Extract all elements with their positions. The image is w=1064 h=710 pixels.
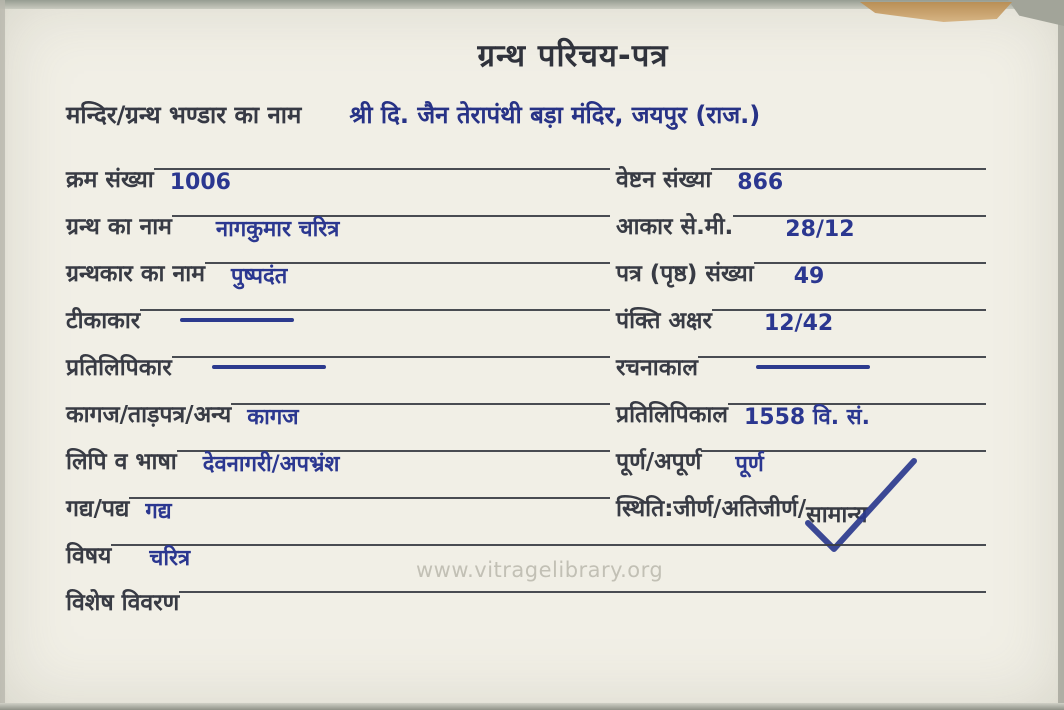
field-sthiti xyxy=(616,483,988,530)
fill-line xyxy=(754,248,988,295)
field-veshtan-sankhya xyxy=(616,154,988,201)
fill-line xyxy=(728,389,988,436)
field-gadya-padya xyxy=(66,483,616,530)
field-tikakar xyxy=(66,295,616,342)
field-label: विशेष विवरण xyxy=(66,590,180,617)
fill-line xyxy=(231,389,612,436)
field-value: गद्य xyxy=(145,499,172,524)
bhandar-name-label: मन्दिर/ग्रन्थ भण्डार का नाम xyxy=(66,101,302,129)
field-patra-sankhya xyxy=(616,248,988,295)
field-aakaar xyxy=(616,201,988,248)
form-row xyxy=(66,389,988,436)
field-label: लिपि व भाषा xyxy=(66,449,177,476)
page-title: ग्रन्थ परिचय-पत्र xyxy=(477,38,669,74)
field-label: सामान्य xyxy=(806,502,868,529)
fill-line xyxy=(172,201,612,248)
field-value: नागकुमार चरित्र xyxy=(215,217,340,242)
field-lipi-bhasha xyxy=(66,436,616,483)
field-value: 12/42 xyxy=(763,311,834,336)
field-value: पूर्ण xyxy=(735,452,764,477)
blank-ink-dash xyxy=(212,365,326,369)
fill-line xyxy=(712,295,988,342)
paper-tear xyxy=(860,2,1012,22)
card-content xyxy=(66,34,988,624)
fill-line xyxy=(733,201,988,248)
field-value: 28/12 xyxy=(785,217,855,242)
field-value: 49 xyxy=(793,264,825,289)
form-row xyxy=(66,295,988,342)
site-watermark: www.vitragelibrary.org xyxy=(416,558,664,582)
checked-option xyxy=(806,501,867,530)
field-label: क्रम संख्या xyxy=(66,167,154,194)
field-value: 1006 xyxy=(169,170,231,195)
field-granth-naam xyxy=(66,201,616,248)
field-label: पंक्ति अक्षर xyxy=(616,308,712,335)
field-kagaj-tadpatra xyxy=(66,389,616,436)
field-label: पूर्ण/अपूर्ण xyxy=(616,449,702,476)
field-label: वेष्टन संख्या xyxy=(616,167,712,194)
field-pratilipikar xyxy=(66,342,616,389)
field-label: ग्रन्थ का नाम xyxy=(66,214,172,241)
field-granthkar-naam xyxy=(66,248,616,295)
fill-line xyxy=(698,342,988,389)
fill-line xyxy=(140,295,612,342)
form-row xyxy=(66,154,988,201)
field-label: ग्रन्थकार का नाम xyxy=(66,261,205,288)
field-value: पुष्पदंत xyxy=(230,264,288,289)
fill-line xyxy=(711,154,988,201)
field-label: विषय xyxy=(66,543,112,570)
bhandar-name-row xyxy=(66,100,988,144)
field-label: टीकाकार xyxy=(66,308,141,335)
form-row xyxy=(66,342,988,389)
form-row xyxy=(66,201,988,248)
form-row xyxy=(66,483,988,530)
field-label: गद्य/पद्य xyxy=(66,496,130,523)
fill-line xyxy=(177,436,612,483)
form-row xyxy=(66,577,988,624)
field-pratilipikaal xyxy=(616,389,988,436)
field-pankti-akshar xyxy=(616,295,988,342)
field-value: चरित्र xyxy=(149,546,191,571)
fill-line xyxy=(205,248,612,295)
fill-line xyxy=(129,483,612,530)
field-value: 1558 वि. सं. xyxy=(743,405,871,430)
field-label: प्रतिलिपिकाल xyxy=(616,402,728,429)
scan-edge-left xyxy=(0,0,5,710)
fill-line xyxy=(172,342,612,389)
form-fields xyxy=(66,154,988,624)
scan-edge-right xyxy=(1058,0,1064,710)
field-label: आकार से.मी. xyxy=(616,214,734,241)
field-vishesh-vivaran xyxy=(66,577,988,624)
blank-ink-dash xyxy=(756,365,870,369)
field-kram-sankhya xyxy=(66,154,616,201)
form-row xyxy=(66,248,988,295)
bhandar-name-value: श्री दि. जैन तेरापंथी बड़ा मंदिर, जयपुर (राज.) xyxy=(349,101,761,129)
field-label: कागज/ताड़पत्र/अन्य xyxy=(66,402,232,429)
field-value: देवनागरी/अपभ्रंश xyxy=(202,452,340,477)
field-value: 866 xyxy=(737,170,784,195)
field-label: पत्र (पृष्ठ) संख्या xyxy=(616,261,754,288)
blank-ink-dash xyxy=(180,318,294,322)
fill-line xyxy=(154,154,612,201)
scan-corner-shadow xyxy=(1008,0,1064,26)
field-label: प्रतिलिपिकार xyxy=(66,355,172,382)
fill-line xyxy=(179,577,988,624)
field-value: कागज xyxy=(247,405,299,430)
field-label: स्थिति:जीर्ण/अतिजीर्ण/ xyxy=(616,496,807,523)
field-label: रचनाकाल xyxy=(616,355,698,382)
scan-edge-bottom xyxy=(0,703,1064,710)
field-rachnakaal xyxy=(616,342,988,389)
